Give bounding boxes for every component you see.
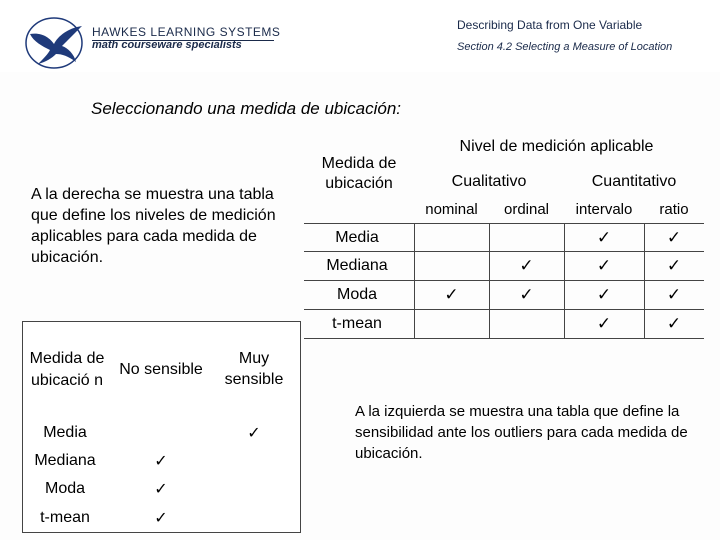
row-label: Moda: [336, 286, 378, 303]
measurement-level-table: [304, 131, 704, 339]
group-header: Nivel de medición aplicable: [459, 138, 654, 155]
table-rule: [304, 338, 704, 339]
row-label: Moda: [44, 480, 86, 497]
slide-title: Seleccionando una medida de ubicación:: [91, 99, 402, 118]
header-measure: Medida de ubicació n: [29, 350, 105, 389]
check-mark: ✓: [247, 425, 261, 442]
subgroup-qualitative: Cualitativo: [451, 173, 527, 190]
row-label: Media: [43, 424, 87, 441]
header-very-sensitive: Muy sensible: [224, 350, 284, 388]
check-mark: ✓: [444, 285, 459, 304]
corner-header: Medida de ubicación: [321, 155, 397, 192]
row-label: Media: [335, 228, 379, 246]
section-title: Section 4.2 Selecting a Measure of Location: [457, 41, 673, 53]
check-mark: [209, 448, 299, 474]
column-header: intervalo: [575, 200, 633, 218]
sensitivity-table: [22, 321, 301, 533]
header-bar: [0, 0, 720, 72]
eagle-icon: [24, 16, 84, 70]
check-mark: [414, 310, 489, 338]
column-header: nominal: [425, 200, 478, 218]
row-label: t-mean: [40, 509, 90, 526]
check-mark: ✓: [596, 256, 612, 275]
row-label: Mediana: [326, 257, 388, 274]
check-mark: [414, 252, 489, 280]
check-mark: [117, 420, 205, 446]
check-mark: ✓: [519, 285, 534, 304]
row-label: t-mean: [332, 315, 382, 332]
check-mark: [489, 224, 564, 251]
header-not-sensitive: No sensible: [119, 360, 203, 378]
check-mark: [209, 505, 299, 531]
check-mark: ✓: [666, 256, 682, 275]
check-mark: ✓: [154, 481, 168, 498]
subgroup-quantitative: Cuantitativo: [591, 173, 677, 190]
check-mark: [414, 224, 489, 251]
check-mark: ✓: [154, 453, 168, 470]
check-mark: ✓: [596, 285, 612, 304]
check-mark: ✓: [519, 256, 534, 275]
check-mark: ✓: [596, 227, 612, 247]
check-mark: ✓: [666, 285, 682, 304]
column-header: ratio: [659, 200, 689, 218]
brand-name: HAWKES LEARNING SYSTEMS: [92, 25, 281, 39]
check-mark: ✓: [596, 314, 612, 333]
left-description: A la derecha se muestra una tabla que define los niveles de medición aplicables para cada medida de ubicación.: [31, 186, 276, 266]
brand-tagline: math courseware specialists: [92, 39, 242, 51]
right-description: A la izquierda se muestra una tabla que define la sensibilidad ante los outliers para cada medida de ubicación.: [355, 403, 688, 462]
check-mark: ✓: [154, 510, 168, 527]
row-label: Mediana: [34, 452, 96, 469]
column-header: ordinal: [503, 200, 550, 218]
check-mark: [489, 310, 564, 338]
check-mark: [209, 476, 299, 502]
check-mark: ✓: [666, 314, 682, 333]
check-mark: ✓: [666, 227, 682, 247]
chapter-title: Describing Data from One Variable: [457, 18, 643, 32]
